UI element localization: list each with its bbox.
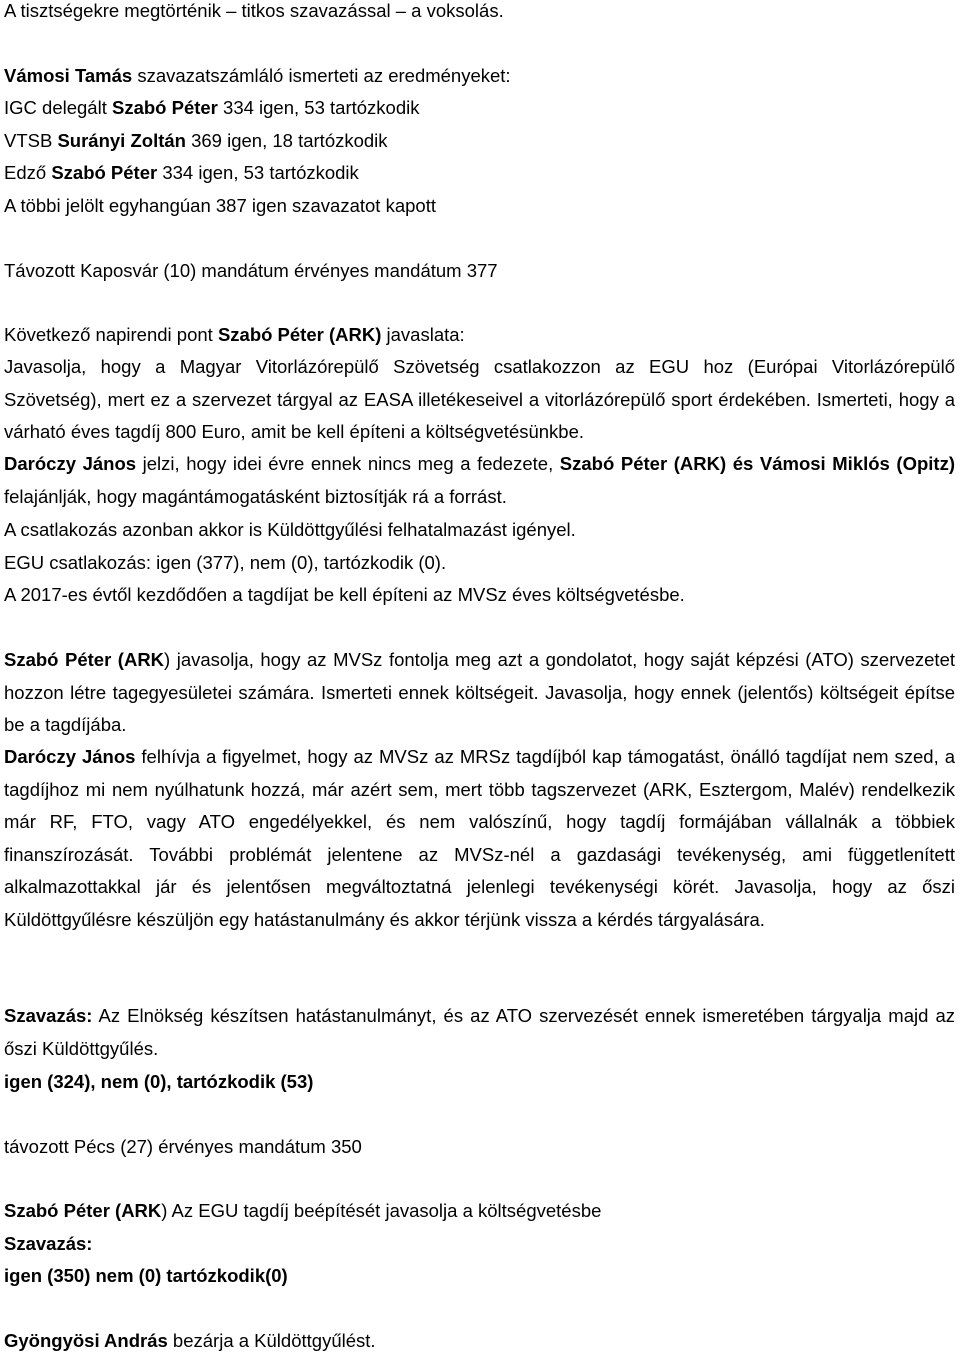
line-result-vtsb xyxy=(4,130,388,152)
person-name: Vámosi Tamás xyxy=(4,65,133,86)
vote-label: Szavazás: xyxy=(4,1233,93,1254)
text: felajánlják, hogy magántámogatásként biztosítják rá a forrást. xyxy=(4,485,507,507)
text: VTSB xyxy=(4,130,58,151)
line-vote-label xyxy=(4,1233,92,1255)
line-egu-budget-proposal xyxy=(4,1200,601,1222)
text: felhívja a figyelmet, hogy az MVSz az MRSz tagdíjból kap támogatást, önálló tagdíjat nem szed, a tagdíjhoz mi nem nyúlhatunk hozzá, már azért sem, mert több tagszervezet (ARK, Esztergom, Malév) rendelkezik már RF, FTO, vagy ATO engedélyekkel, és nem valószínű, hogy tagdíj formájában vállalnák a többiek finanszírozását. További problémát jelentene az MVSz-nél a gazdasági tevékenység, ami függetlenített alkalmazottakkal jár és jelentősen megváltoztatná jelenlegi tevékenységi körét. Javasolja, hogy az őszi Küldöttgyűlésre készüljön egy hatástanulmány és akkor térjünk vissza a kérdés tárgyalására. xyxy=(4,746,955,930)
person-name: Szabó Péter xyxy=(111,97,218,118)
text: ) Az EGU tagdíj beépítését javasolja a költségvetésbe xyxy=(161,1200,602,1221)
text: szavazatszámláló ismerteti az eredményeket: xyxy=(132,65,511,86)
paragraph-funding xyxy=(4,448,955,513)
vote-label: Szavazás: xyxy=(4,1005,93,1026)
text: 334 igen, 53 tartózkodik xyxy=(157,162,359,183)
person-name: Szabó Péter xyxy=(51,162,158,183)
line-counter-intro xyxy=(4,65,511,87)
line-other-candidates xyxy=(4,195,436,217)
person-name: Daróczy János xyxy=(4,746,136,767)
paragraph-vote-study xyxy=(4,1000,955,1065)
paragraph-egu-proposal xyxy=(4,351,955,449)
text: Távozott Kaposvár (10) mandátum érvényes mandátum 377 xyxy=(4,260,498,281)
text: Edző xyxy=(4,162,52,183)
person-names: Szabó Péter (ARK) és Vámosi Miklós (Opitz) xyxy=(559,453,955,474)
line-departure-pecs xyxy=(4,1136,362,1158)
text: javaslata: xyxy=(381,324,465,345)
line-voting-method xyxy=(4,0,504,22)
text: 334 igen, 53 tartózkodik xyxy=(217,97,420,118)
text: IGC delegált xyxy=(4,97,112,118)
paragraph-ato-proposal xyxy=(4,644,955,742)
person-name: Szabó Péter (ARK xyxy=(4,1200,162,1221)
paragraph-daroczy-response xyxy=(4,741,955,936)
person-name: Surányi Zoltán xyxy=(57,130,186,151)
text: A tisztségekre megtörténik – titkos szavazással – a voksolás. xyxy=(4,0,504,21)
text: jelzi, hogy idei évre ennek nincs meg a fedezete, xyxy=(136,453,560,474)
text: 369 igen, 18 tartózkodik xyxy=(185,130,388,151)
text: Javasolja, hogy a Magyar Vitorlázórepülő Szövetség csatlakozzon az EGU hoz (Európai Vitorlázórepülő Szövetség), mert ez a szervezet tárgyal az EASA illetékeseivel a vitorlázórepülő sport érdekében. Ismerteti, hogy a várható éves tagdíj 800 Euro, amit be kell építeni a költségvetésünkbe. xyxy=(4,356,955,442)
line-next-agenda xyxy=(4,324,465,346)
person-name: Szabó Péter (ARK xyxy=(4,649,165,670)
text: ) javasolja, hogy az MVSz fontolja meg azt a gondolatot, hogy saját képzési (ATO) szervezetet hozzon létre tagegyesületei számára. Ismerteti ennek költségeit. Javasolja, hogy ennek (jelentős) költségeit építse be a tagdíjába. xyxy=(4,649,955,735)
person-name: Gyöngyösi András xyxy=(4,1330,168,1351)
line-vote-result-2 xyxy=(4,1265,288,1287)
line-vote-result-1 xyxy=(4,1071,313,1093)
text: A csatlakozás azonban akkor is Küldöttgyűlési felhatalmazást igényel. xyxy=(4,519,576,540)
line-authorization xyxy=(4,519,576,541)
line-egu-vote xyxy=(4,552,446,574)
line-departure-kaposvar xyxy=(4,260,498,282)
person-name: Szabó Péter (ARK) xyxy=(217,324,382,345)
line-result-coach xyxy=(4,162,359,184)
line-closing xyxy=(4,1330,376,1352)
text: A 2017-es évtől kezdődően a tagdíjat be kell építeni az MVSz éves költségvetésbe. xyxy=(4,584,685,605)
text: Az Elnökség készítsen hatástanulmányt, és az ATO szervezését ennek ismeretében tárgyalja majd az őszi Küldöttgyűlés. xyxy=(4,1005,955,1059)
text: távozott Pécs (27) érvényes mandátum 350 xyxy=(4,1136,362,1157)
person-name: Daróczy János xyxy=(4,453,137,474)
text: Következő napirendi pont xyxy=(4,324,218,345)
vote-result: igen (350) nem (0) tartózkodik(0) xyxy=(4,1265,288,1286)
vote-result: igen (324), nem (0), tartózkodik (53) xyxy=(4,1071,314,1092)
text: bezárja a Küldöttgyűlést. xyxy=(167,1330,376,1351)
line-result-igc xyxy=(4,97,419,119)
text: EGU csatlakozás: igen (377), nem (0), tartózkodik (0). xyxy=(4,552,447,573)
text: A többi jelölt egyhangúan 387 igen szavazatot kapott xyxy=(4,195,436,216)
line-budget-2017 xyxy=(4,584,685,606)
